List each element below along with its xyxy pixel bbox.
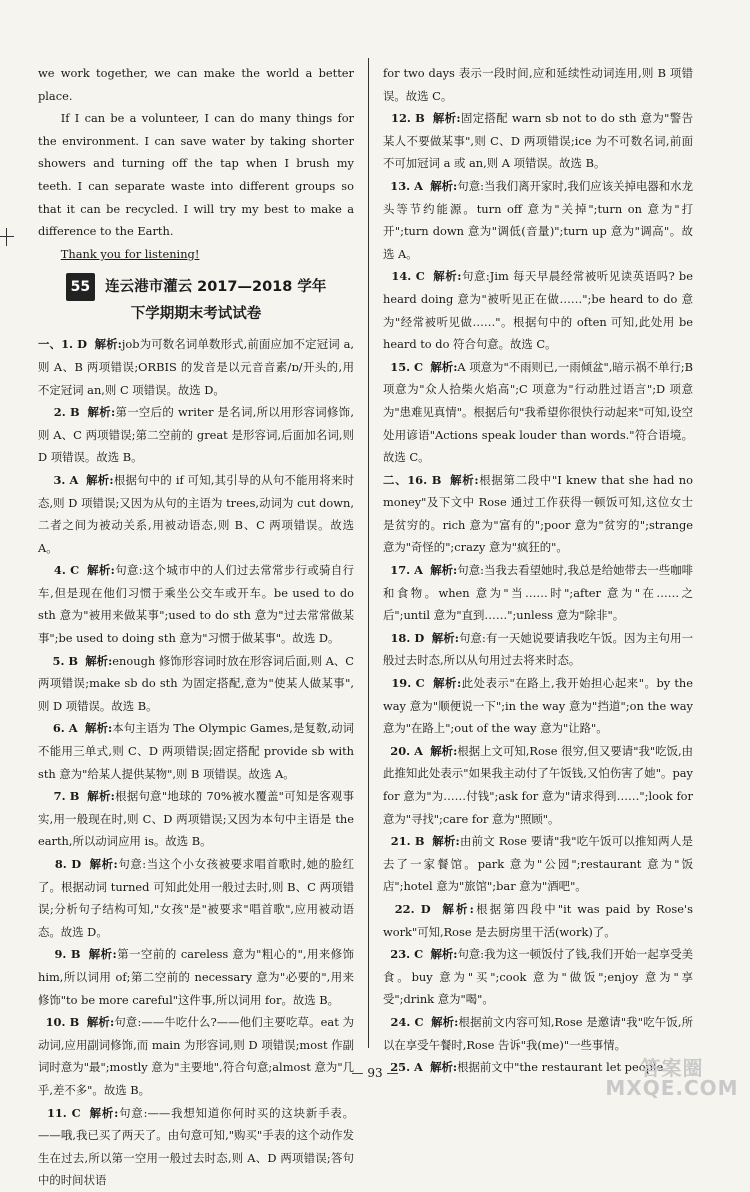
answer-item: 23. C 解析:句意:我为这一顿饭付了钱,我们开始一起享受美食。buy 意为"买";cook 意为"做饭";enjoy 意为"享受";drink 意为"喝"。 — [383, 947, 693, 1007]
answer-item: 14. C 解析:句意:Jim 每天早晨经常被听见读英语吗? be heard doing 意为"被听见正在做……";be heard to do 意为"经常被听见做……"。根据句中的 often 可知,此处用 be heard to do 符合句意。故选 C。 — [383, 269, 693, 352]
continued-line: for two days 表示一段时间,应和延续性动词连用,则 B 项错误。故选 C。 — [383, 66, 693, 103]
answer-item: 18. D 解析:句意:有一天她说要请我吃午饭。因为主句用一般过去时态,所以从句用过去将来时态。 — [383, 630, 693, 668]
answer-item: 二、16. B 解析:根据第二段中"I knew that she had no money"及下文中 Rose 通过工作获得一顿饭可知,这位女士是贫穷的。rich 意为"富有的";poor 意为"贫穷的";strange 意为"奇怪的";crazy 意为"疯狂的"。 — [383, 472, 693, 555]
answer-item: 3. A 解析:根据句中的 if 可知,其引导的从句不能用将来时态,则 D 项错误;又因为从句的主语为 trees,动词为 cut down,二者之间为被动关系,用被动语态,则 B、C 两项错误。故选 A。 — [38, 472, 354, 555]
section-title-line2: 下学期期末考试试卷 — [130, 306, 262, 323]
answer-list-right — [383, 107, 693, 1079]
answer-item: 17. A 解析:句意:当我去看望她时,我总是给她带去一些咖啡和食物。when 意为"当……时";after 意为"在……之后";until 意为"直到……";unless 意为"除非"。 — [383, 563, 693, 623]
answer-item: 20. A 解析:根据上文可知,Rose 很穷,但又要请"我"吃饭,由此推知此处表示"如果我主动付了午饭钱,又怕伤害了她"。pay for 意为"为……付钱";ask for 意为"请求得到……";look for 意为"寻找";care for 意为"照顾"。 — [383, 743, 694, 826]
answer-item: 24. C 解析:根据前文内容可知,Rose 是邀请"我"吃午饭,所以在享受午餐时,Rose 告诉"我(me)"一些事情。 — [383, 1014, 693, 1052]
answer-item: 9. B 解析:第一空前的 careless 意为"粗心的",用来修饰 him,所以词用 of;第二空前的 necessary 意为"必要的",用来修饰"to be more careful"这件事,所以词用 for。故选 B。 — [38, 947, 355, 1007]
answer-item: 4. C 解析:句意:这个城市中的人们过去常常步行或骑自行车,但是现在他们习惯于乘坐公交车或开车。be used to do sth 意为"被用来做某事";used to do sth 意为"过去常常做某事";be used to doing sth 意为"习惯于做某事"。故选 D。 — [38, 563, 354, 646]
answer-item: 6. A 解析:本句主语为 The Olympic Games,是复数,动词不能用三单式,则 C、D 两项错误;固定搭配 provide sb with sth 意为"给某人提供某物",则 B 项错误。故选 A。 — [38, 721, 354, 781]
answer-item: 22. D 解析:根据第四段中"it was paid by Rose's work"可知,Rose 是去厨房里干活(work)了。 — [383, 901, 693, 939]
right-column — [383, 62, 693, 1079]
left-column — [38, 62, 354, 1192]
answer-item: 13. A 解析:句意:当我们离开家时,我们应该关掉电器和水龙头等节约能源。turn off 意为"关掉";turn on 意为"打开";turn down 意为"调低(音量)";turn up 意为"调高"。故选 A。 — [383, 178, 693, 261]
section-title — [38, 273, 354, 327]
essay-paragraph: If I can be a volunteer, I can do many things for the environment. I can save water by taking shorter showers and turning off the tap when I brush my teeth. I can separate waste into different groups so that it can be recycled. I will try my best to make a difference to the Earth. — [38, 111, 354, 239]
section-title-line1: 连云港市灌云 2017—2018 学年 — [105, 279, 327, 296]
answer-list-left — [38, 333, 354, 1192]
answer-item: 15. C 解析:A 项意为"不雨则已,一雨倾盆",暗示祸不单行;B 项意为"众人拾柴火焰高";C 项意为"行动胜过语言";D 项意为"患难见真情"。根据后句"我希望你很快行动起来"可知,设空处用谚语"Actions speak louder than words."符合语境。故选 C。 — [383, 359, 693, 465]
page-number: — 93 — — [351, 1066, 399, 1080]
answer-item: 12. B 解析:固定搭配 warn sb not to do sth 意为"警告某人不要做某事",则 C、D 两项错误;ice 为不可数名词,前面不可加冠词 a 或 an,则 A 项错误。故选 B。 — [383, 111, 693, 171]
binding-tick-vertical — [6, 228, 7, 246]
watermark-logo: 答案圈 MXQE.COM — [605, 1056, 739, 1100]
answer-item: 一、1. D 解析:job为可数名词单数形式,前面应加不定冠词 a,则 A、B 两项错误;ORBIS 的发音是以元音音素/ɒ/开头的,用不定冠词 an,则 C 项错误。故选 D。 — [38, 337, 354, 397]
answer-item: 8. D 解析:句意:当这个小女孩被要求唱首歌时,她的脸红了。根据动词 turned 可知此处用一般过去时,则 B、C 两项错误;分析句子结构可知,"女孩"是"被要求"唱首歌",应用被动语态。故选 D。 — [38, 857, 354, 939]
answer-item: 2. B 解析:第一空后的 writer 是名词,所以用形容词修饰,则 A、C 两项错误;第二空前的 great 是形容词,后面加名词,则 D 项错误。故选 B。 — [38, 405, 355, 465]
answer-item: 7. B 解析:根据句意"地球的 70%被水覆盖"可知是客观事实,用一般现在时,则 C、D 两项错误;又因为本句中主语是 the earth,所以动词应用 is。故选 B。 — [38, 789, 355, 849]
answer-item: 21. B 解析:由前文 Rose 要请"我"吃午饭可以推知两人是去了一家餐馆。park 意为"公园";restaurant 意为"饭店";hotel 意为"旅馆";bar 意为"酒吧"。 — [383, 834, 694, 894]
answer-item: 19. C 解析:此处表示"在路上,我开始担心起来"。by the way 意为"顺便说一下";in the way 意为"挡道";on the way 意为"在路上";out of the way 意为"让路"。 — [383, 676, 694, 736]
answer-item: 25. A 解析:根据前文中"the restaurant let people — [390, 1060, 664, 1075]
answer-item: 10. B 解析:句意:——牛吃什么?——他们主要吃草。eat 为动词,应用副词修饰,而 main 为形容词,则 D 项错误;most 作副词时意为"最";mostly 意为"主要地",符合句意;almost 意为"几乎,差不多"。故选 B。 — [38, 1015, 354, 1097]
section-number-badge: 55 — [66, 273, 95, 301]
intro-line: we work together, we can make the world a better place. — [38, 66, 354, 103]
column-divider — [368, 58, 369, 1048]
answer-item: 11. C 解析:句意:——我想知道你何时买的这块新手表。——哦,我已买了两天了。由句意可知,"购买"手表的这个动作发生在过去,所以第一空用一般过去时态,则 A、D 两项错误;答句中的时间状语 — [38, 1105, 354, 1188]
binding-tick — [0, 236, 14, 237]
thanks-line: Thank you for listening! — [60, 246, 200, 261]
answer-item: 5. B 解析:enough 修饰形容词时放在形容词后面,则 A、C 两项错误;make sb do sth 为固定搭配,意为"使某人做某事",则 D 项错误。故选 B。 — [38, 653, 355, 713]
